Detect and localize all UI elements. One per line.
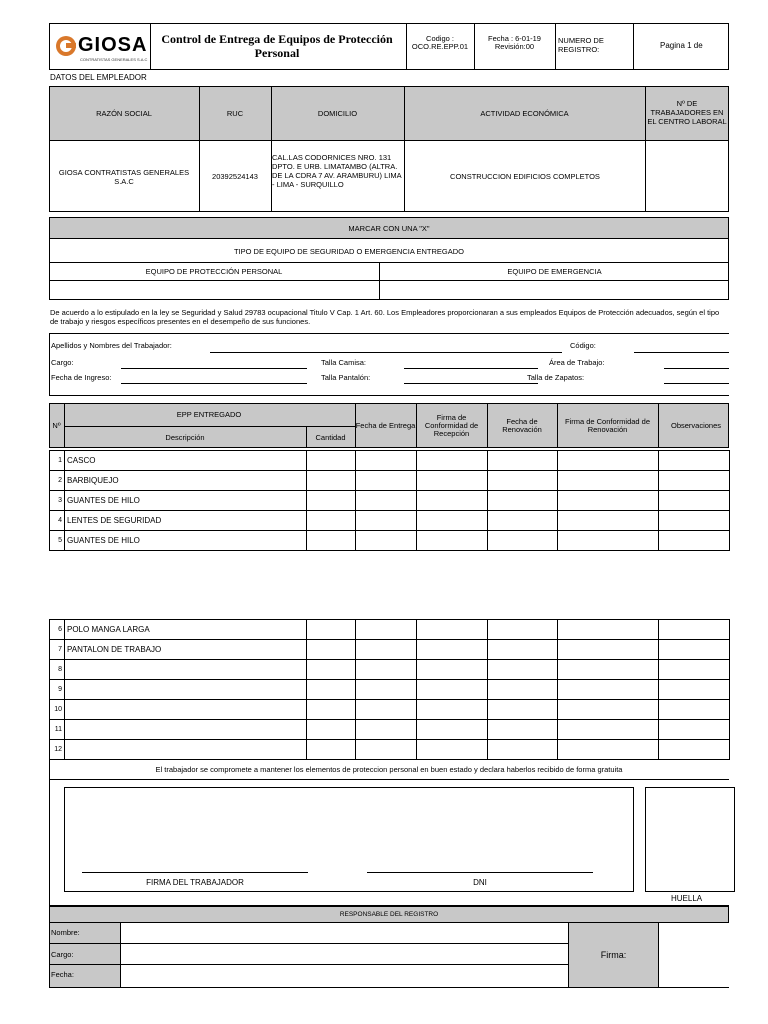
cell-n: 3 [50,491,65,511]
cell-fecha[interactable] [356,640,417,660]
cell-n: 5 [50,531,65,551]
responsable-title: RESPONSABLE DEL REGISTRO [49,906,729,923]
cell-firma-renov[interactable] [558,700,659,720]
cell-renov[interactable] [488,471,558,491]
epp-table-b [49,619,730,760]
dni-line [367,872,593,873]
cell-desc [65,660,307,680]
cargo-label: Cargo: [51,358,74,367]
cell-fecha[interactable] [356,491,417,511]
cell-obs[interactable] [659,700,730,720]
cell-obs[interactable] [659,511,730,531]
logo-text: GIOSA [78,34,148,56]
cell-fecha[interactable] [356,451,417,471]
cell-fecha[interactable] [356,620,417,640]
table-row [50,531,730,551]
cell-firma-renov[interactable] [558,640,659,660]
cargo-field[interactable] [121,368,307,369]
cell-renov[interactable] [488,700,558,720]
cell-fecha[interactable] [356,531,417,551]
col-obs-header: Observaciones [671,421,722,430]
cell-firma[interactable] [417,620,488,640]
header-num-trabajadores: Nº DE TRABAJADORES EN EL CENTRO LABORAL [647,99,727,126]
cell-renov[interactable] [488,640,558,660]
col-firma-renov-header: Firma de Conformidad de Renovación [564,416,651,434]
cell-firma[interactable] [417,451,488,471]
cell-desc [65,700,307,720]
cell-obs[interactable] [659,660,730,680]
cell-obs[interactable] [659,740,730,760]
cell-fecha[interactable] [356,680,417,700]
razon-social-value: GIOSA CONTRATISTAS GENERALES S.A.C [58,167,190,186]
code-label: Codigo : [426,34,454,43]
cell-cant[interactable] [307,740,356,760]
firma-trabajador-label: FIRMA DEL TRABAJADOR [146,877,244,887]
header-actividad: ACTIVIDAD ECONÓMICA [480,109,569,118]
cell-n: 12 [50,740,65,760]
company-logo [52,30,148,66]
cell-firma[interactable] [417,531,488,551]
cell-desc: POLO MANGA LARGA [65,620,307,640]
resp-fecha-label: Fecha: [51,970,74,979]
worker-name-field[interactable] [210,352,562,353]
cell-n: 6 [50,620,65,640]
legal-text: De acuerdo a lo estipulado en la ley se Seguridad y Salud 29783 ocupacional Titulo V Cap. 1 Art. 60. Los Empleadores proporcionaran a sus empleados Equipos de Protección adecuados, según el tipo de trabajo y riesgos específicos presentes en el desempeño de sus funciones. [50,308,720,326]
cell-cant[interactable] [307,511,356,531]
revision-label: Revisión:00 [494,42,535,51]
cell-firma-renov[interactable] [558,680,659,700]
cell-n: 4 [50,511,65,531]
header-razon-social: RAZÓN SOCIAL [96,109,152,118]
table-row [50,511,730,531]
cell-cant[interactable] [307,680,356,700]
talla-pantalon-label: Talla Pantalón: [321,373,371,382]
col-n-header: Nº [52,421,61,430]
cell-fecha[interactable] [356,720,417,740]
codigo-field[interactable] [634,352,729,353]
cell-obs[interactable] [659,451,730,471]
cell-firma-renov[interactable] [558,491,659,511]
cell-firma[interactable] [417,491,488,511]
cell-firma[interactable] [417,640,488,660]
area-label: Área de Trabajo: [549,358,605,367]
cell-obs[interactable] [659,471,730,491]
table-row [50,620,730,640]
col-fecha-header: Fecha de Entrega [355,420,416,430]
cell-cant[interactable] [307,451,356,471]
resp-fecha-field[interactable] [121,965,567,987]
cell-firma[interactable] [417,660,488,680]
col-epp-header: EPP ENTREGADO [176,409,242,419]
cell-renov[interactable] [488,620,558,640]
cell-desc: PANTALON DE TRABAJO [65,640,307,660]
cell-desc [65,680,307,700]
cell-cant[interactable] [307,471,356,491]
date-label: Fecha : 6-01-19 [488,34,541,43]
cell-renov[interactable] [488,531,558,551]
emergencia-label: EQUIPO DE EMERGENCIA [507,266,602,276]
table-row [50,740,730,760]
table-row [50,720,730,740]
resp-cargo-field[interactable] [121,944,567,963]
table-row [50,700,730,720]
cell-firma-renov[interactable] [558,451,659,471]
table-row [50,471,730,491]
col-renov-header: Fecha de Renovación [502,416,542,434]
actividad-value: CONSTRUCCION EDIFICIOS COMPLETOS [450,172,600,181]
code-value: OCO.RE.EPP.01 [411,42,469,51]
cell-obs[interactable] [659,720,730,740]
cell-firma[interactable] [417,720,488,740]
cell-desc: BARBIQUEJO [65,471,307,491]
cell-firma-renov[interactable] [558,471,659,491]
cell-renov[interactable] [488,660,558,680]
cell-n: 7 [50,640,65,660]
cell-desc: LENTES DE SEGURIDAD [65,511,307,531]
cell-firma-renov[interactable] [558,531,659,551]
cell-fecha[interactable] [356,660,417,680]
cell-cant[interactable] [307,660,356,680]
cell-cant[interactable] [307,700,356,720]
cell-cant[interactable] [307,491,356,511]
talla-camisa-label: Talla Camisa: [321,358,367,367]
header-domicilio: DOMICILIO [317,109,358,118]
cell-n: 9 [50,680,65,700]
talla-zapatos-field[interactable] [664,383,729,384]
area-field[interactable] [664,368,729,369]
dni-label: DNI [473,877,487,887]
col-firma-header: Firma de Conformidad de Recepción [424,412,479,438]
cell-desc [65,740,307,760]
fecha-ingreso-label: Fecha de Ingreso: [51,373,112,382]
cell-firma-renov[interactable] [558,660,659,680]
domicilio-value: CAL.LAS CODORNICES NRO. 131 DPTO. E URB. LIMATAMBO (ALTRA. DE LA CDRA 7 AV. ARAMBURU) LIMA - LIMA - SURQUILLO [272,153,402,189]
cell-renov[interactable] [488,511,558,531]
cell-firma[interactable] [417,680,488,700]
col-cant-header: Cantidad [315,432,346,442]
cell-n: 2 [50,471,65,491]
code-cell [407,30,473,56]
talla-zapatos-label: Talla de Zapatos: [527,373,585,382]
cell-n: 11 [50,720,65,740]
epp-table-a [49,450,730,551]
page-label: Pagina 1 de [660,40,703,50]
cell-n: 10 [50,700,65,720]
cell-n: 8 [50,660,65,680]
cell-cant[interactable] [307,531,356,551]
cell-firma-renov[interactable] [558,720,659,740]
logo-subtext: CONTRATISTAS GENERALES S.A.C [80,57,148,62]
cell-cant[interactable] [307,620,356,640]
resp-nombre-field[interactable] [121,924,567,942]
cell-obs[interactable] [659,640,730,660]
table-row [50,491,730,511]
resp-nombre-label: Nombre: [51,928,80,937]
date-cell [475,30,554,56]
talla-pantalon-field[interactable] [404,383,538,384]
marcar-title: MARCAR CON UNA "X" [49,217,729,239]
ruc-value: 20392524143 [212,172,258,181]
cell-firma[interactable] [417,511,488,531]
cell-firma[interactable] [417,471,488,491]
cell-renov[interactable] [488,491,558,511]
cell-renov[interactable] [488,740,558,760]
col-desc-header: Descripción [165,432,205,442]
cell-firma-renov[interactable] [558,620,659,640]
resp-cargo-label: Cargo: [51,950,74,959]
codigo-label: Código: [570,341,596,350]
header-ruc: RUC [226,109,244,118]
cell-renov[interactable] [488,680,558,700]
cell-desc: GUANTES DE HILO [65,491,307,511]
cell-renov[interactable] [488,451,558,471]
huella-box[interactable] [645,787,735,892]
cell-firma-renov[interactable] [558,740,659,760]
cell-fecha[interactable] [356,740,417,760]
fecha-ingreso-field[interactable] [121,383,307,384]
cell-cant[interactable] [307,720,356,740]
tipo-equipo-label: TIPO DE EQUIPO DE SEGURIDAD O EMERGENCIA ENTREGADO [233,246,465,256]
table-row [50,660,730,680]
cell-fecha[interactable] [356,511,417,531]
cell-obs[interactable] [659,620,730,640]
cell-fecha[interactable] [356,700,417,720]
cell-firma[interactable] [417,740,488,760]
cell-firma-renov[interactable] [558,511,659,531]
table-row [50,451,730,471]
table-row [50,680,730,700]
epp-label: EQUIPO DE PROTECCIÓN PERSONAL [145,266,283,276]
cell-renov[interactable] [488,720,558,740]
registro-label: NUMERO DE REGISTRO: [558,36,604,54]
talla-camisa-field[interactable] [404,368,538,369]
cell-cant[interactable] [307,640,356,660]
table-row [50,640,730,660]
worker-name-label: Apellidos y Nombres del Trabajador: [51,341,172,350]
document-title: Control de Entrega de Equipos de Protección Personal [161,32,393,60]
cell-firma[interactable] [417,700,488,720]
huella-label: HUELLA [671,894,703,903]
cell-desc [65,720,307,740]
cell-fecha[interactable] [356,471,417,491]
firma-trabajador-line [82,872,308,873]
cell-obs[interactable] [659,680,730,700]
cell-obs[interactable] [659,531,730,551]
employer-section-label: DATOS DEL EMPLEADOR [50,73,147,82]
cell-obs[interactable] [659,491,730,511]
cell-desc: GUANTES DE HILO [65,531,307,551]
cell-n: 1 [50,451,65,471]
resp-firma-label: Firma: [600,950,627,960]
cell-desc: CASCO [65,451,307,471]
compromiso-text: El trabajador se compromete a mantener los elementos de proteccion personal en buen estado y declara haberlos recibido de forma gratuita [155,764,623,774]
